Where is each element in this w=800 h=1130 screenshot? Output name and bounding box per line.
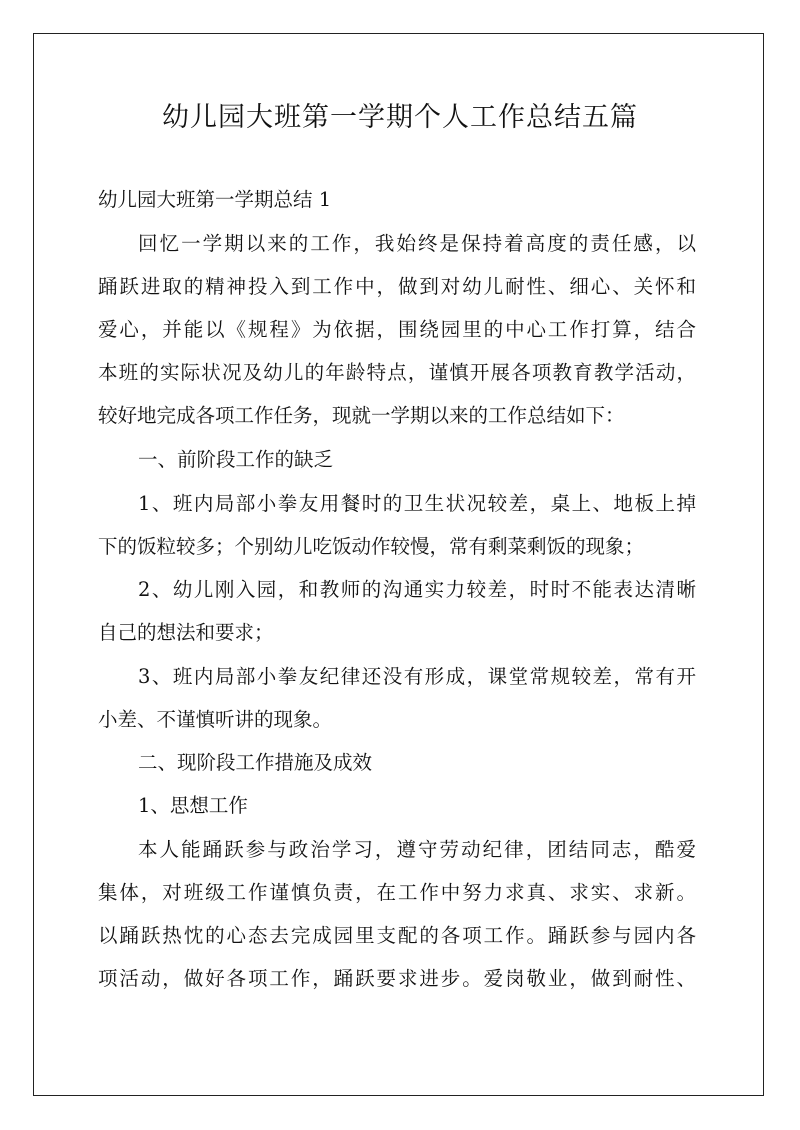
paragraph-line [0, 535, 800, 559]
paragraph-line [0, 232, 800, 256]
subheading-text: 二、现阶段工作措施及成效 [138, 751, 373, 774]
paragraph-line-text: 小差、不谨慎听讲的现象。 [98, 708, 333, 731]
section-heading-text: 幼儿园大班第一学期总结 1 [98, 188, 332, 211]
paragraph-line [0, 708, 800, 732]
subheading [0, 448, 800, 472]
paragraph-line-text: 自己的想法和要求； [98, 621, 274, 644]
subheading-text: 1、思想工作 [138, 794, 248, 817]
subheading [0, 794, 800, 818]
paragraph-line-text: 3、班内局部小拳友纪律还没有形成，课堂常规较差，常有开 [138, 665, 696, 688]
paragraph-line [0, 492, 800, 516]
paragraph-line-text: 2、幼儿刚入园，和教师的沟通实力较差，时时不能表达清晰 [138, 578, 696, 601]
document-title: 幼儿园大班第一学期个人工作总结五篇 [162, 102, 638, 133]
paragraph-line-text: 以踊跃热忱的心态去完成园里支配的各项工作。踊跃参与园内各 [98, 924, 696, 947]
paragraph-line [0, 924, 800, 948]
paragraph-line [0, 621, 800, 645]
paragraph-line [0, 404, 800, 428]
subheading [0, 751, 800, 775]
paragraph-line [0, 578, 800, 602]
paragraph-line-text: 项活动，做好各项工作，踊跃要求进步。爱岗敬业，做到耐性、 [98, 967, 696, 990]
paragraph-line [0, 275, 800, 299]
paragraph-line-text: 踊跃进取的精神投入到工作中，做到对幼儿耐性、细心、关怀和 [98, 275, 696, 298]
paragraph-line-text: 本班的实际状况及幼儿的年龄特点，谨慎开展各项教育教学活动， [98, 361, 696, 384]
subheading-text: 一、前阶段工作的缺乏 [138, 448, 334, 471]
section-heading [0, 188, 800, 212]
paragraph-line-text: 1、班内局部小拳友用餐时的卫生状况较差，桌上、地板上掉 [138, 492, 696, 515]
paragraph-line-text: 本人能踊跃参与政治学习，遵守劳动纪律，团结同志，酷爱 [138, 838, 696, 861]
paragraph-line [0, 318, 800, 342]
paragraph-line-text: 集体，对班级工作谨慎负责，在工作中努力求真、求实、求新。 [98, 881, 696, 904]
paragraph-line-text: 下的饭粒较多；个别幼儿吃饭动作较慢，常有剩菜剩饭的现象； [98, 535, 645, 558]
paragraph-line-text: 较好地完成各项工作任务，现就一学期以来的工作总结如下： [98, 404, 625, 427]
paragraph-line [0, 967, 800, 991]
paragraph-line [0, 881, 800, 905]
paragraph-line [0, 665, 800, 689]
paragraph-line-text: 回忆一学期以来的工作，我始终是保持着高度的责任感，以 [138, 232, 696, 255]
paragraph-line [0, 361, 800, 385]
paragraph-line-text: 爱心，并能以《规程》为依据，围绕园里的中心工作打算，结合 [98, 318, 696, 341]
paragraph-line [0, 838, 800, 862]
